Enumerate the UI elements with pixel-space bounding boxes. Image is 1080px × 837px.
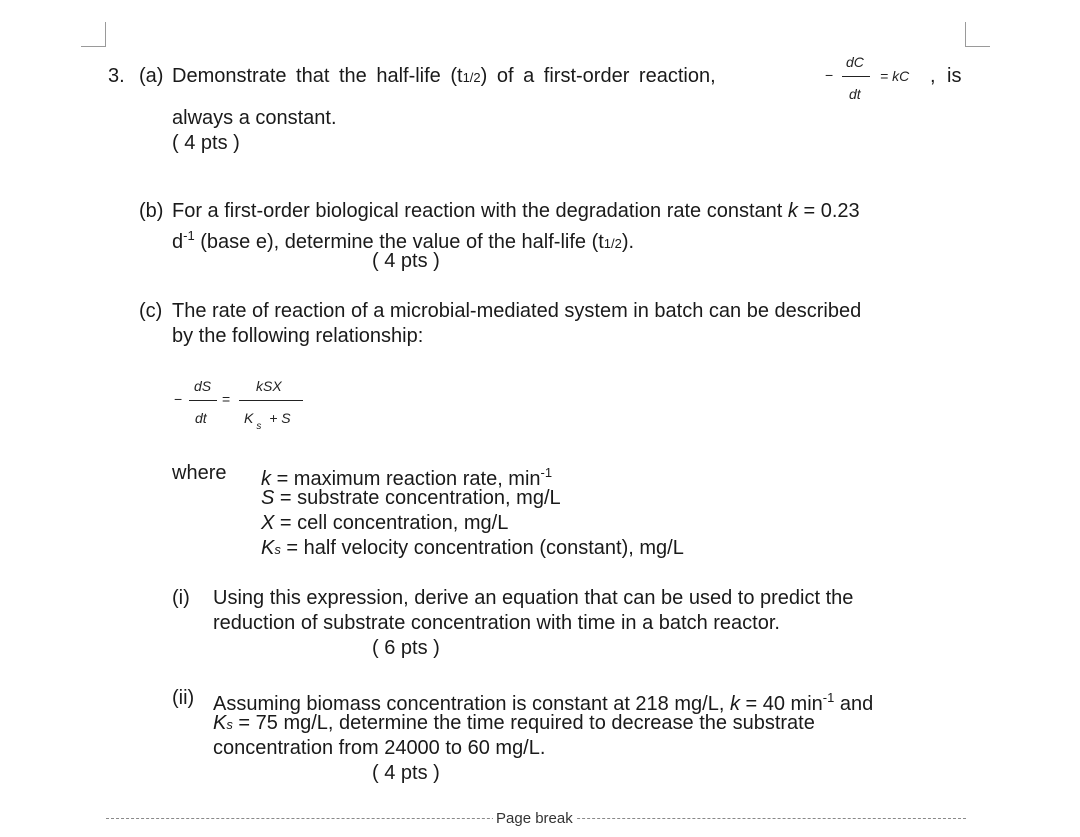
eq-a-fraction-line	[842, 76, 870, 77]
eq-c-lhs-denominator: dt	[195, 410, 207, 426]
eq-c-rhs-numerator: kSX	[256, 378, 282, 394]
definition-s: S = substrate concentration, mg/L	[261, 487, 561, 509]
definition-x: X = cell concentration, mg/L	[261, 512, 509, 534]
part-c-ii-points: ( 4 pts )	[372, 762, 440, 784]
eq-a-comma: ,	[930, 65, 936, 87]
part-c-line1: The rate of reaction of a microbial-mediated system in batch can be described	[172, 300, 862, 322]
question-number: 3.	[108, 65, 125, 87]
eq-c-minus: −	[174, 391, 183, 407]
part-a-is: is	[947, 65, 962, 87]
part-c-i-line1: Using this expression, derive an equation that can be used to predict the	[213, 587, 854, 609]
page-corner-mark-left-h	[81, 46, 106, 47]
part-c-ii-line2: Ks = 75 mg/L, determine the time required to decrease the substrate	[213, 712, 815, 734]
part-c-line2: by the following relationship:	[172, 325, 424, 347]
part-b-line1: For a first-order biological reaction with the degradation rate constant k = 0.23	[172, 200, 860, 222]
eq-c-lhs-numerator: dS	[194, 378, 212, 394]
part-c-label: (c)	[139, 300, 163, 322]
part-c-i-label: (i)	[172, 587, 190, 609]
part-b-points: ( 4 pts )	[372, 250, 440, 272]
part-c-ii-line3: concentration from 24000 to 60 mg/L.	[213, 737, 546, 759]
eq-a-rhs: = kC	[880, 68, 910, 84]
part-c-i-points: ( 6 pts )	[372, 637, 440, 659]
eq-a-numerator: dC	[846, 54, 864, 70]
part-a-points: ( 4 pts )	[172, 132, 240, 154]
part-c-ii-label: (ii)	[172, 687, 195, 709]
part-a-line2: always a constant.	[172, 107, 337, 129]
page-corner-mark-right	[965, 22, 966, 46]
part-b-label: (b)	[139, 200, 164, 222]
eq-a-minus: −	[825, 67, 834, 83]
page-corner-mark-left	[105, 22, 106, 46]
part-c-ii-line1: Assuming biomass concentration is constant at 218 mg/L, k = 40 $\min^{-1}$ and	[213, 690, 874, 715]
page-corner-mark-right-h	[965, 46, 990, 47]
part-a-label: (a)	[139, 65, 164, 87]
where-label: where	[172, 462, 227, 484]
part-a-text: Demonstrate that the half-life (t1/2) of a first-order reaction,	[172, 65, 716, 87]
eq-c-rhs-fraction-line	[239, 400, 303, 401]
definition-k: k = maximum reaction rate, $\min^{-1}$	[261, 465, 553, 490]
definition-ks: Ks = half velocity concentration (constant), mg/L	[261, 537, 684, 559]
eq-a-denominator: dt	[849, 86, 861, 102]
part-b-line2: $d^{-1}$ (base e), determine the value of the half-life (t1/2).	[172, 228, 635, 253]
page-break-label: Page break	[493, 810, 576, 827]
eq-c-rhs-denominator: $K_s + S$	[244, 410, 291, 432]
eq-c-equals: =	[222, 391, 231, 407]
eq-c-lhs-fraction-line	[189, 400, 217, 401]
part-c-i-line2: reduction of substrate concentration with time in a batch reactor.	[213, 612, 780, 634]
